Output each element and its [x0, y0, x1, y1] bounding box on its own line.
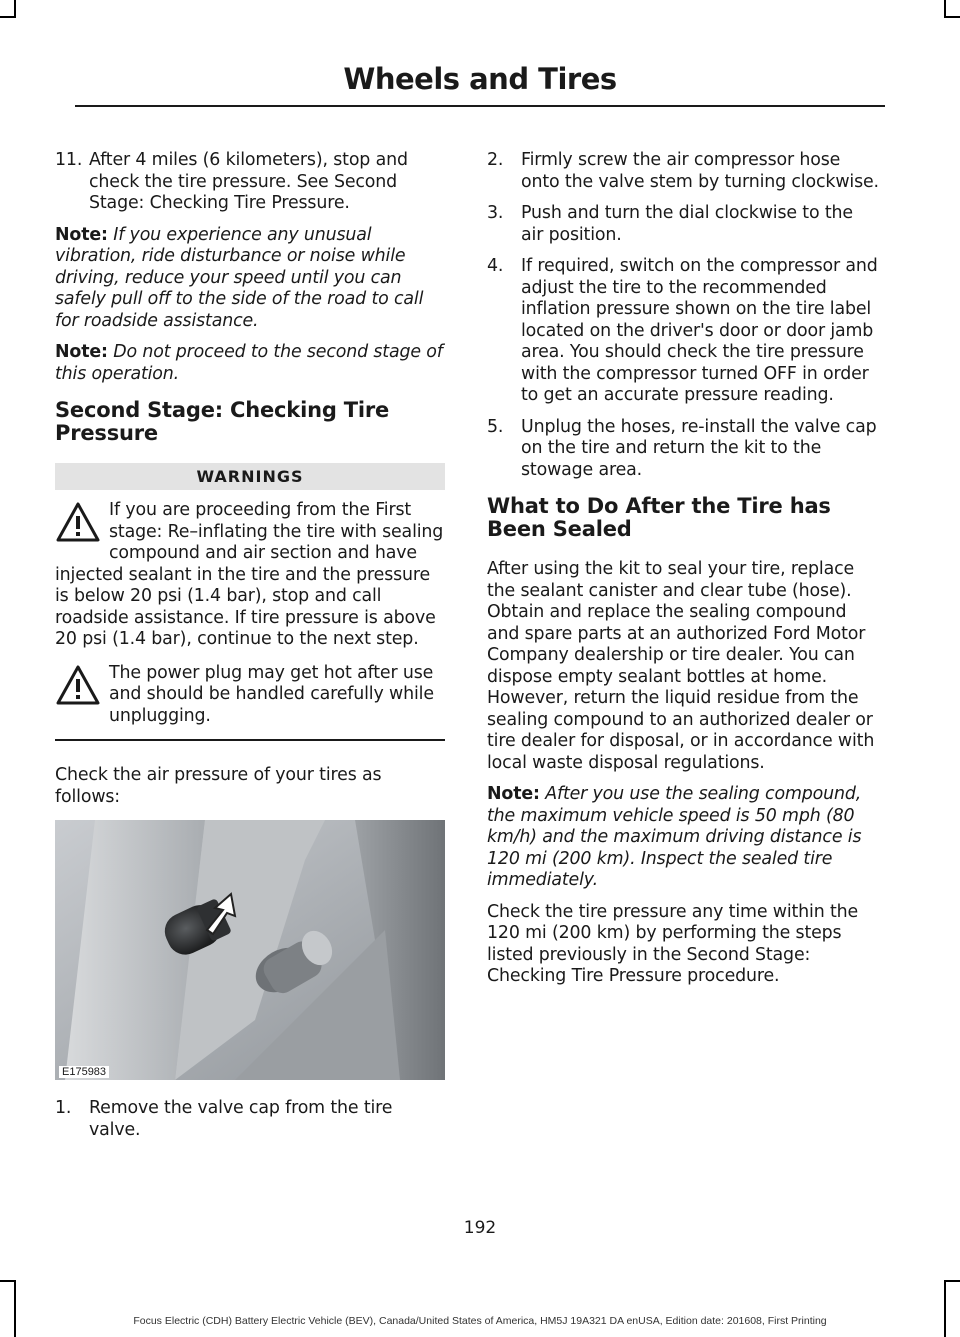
list-number: 11. [55, 150, 83, 170]
left-column [55, 150, 445, 1151]
footer-text: Focus Electric (CDH) Battery Electric Vehicle (BEV), Canada/United States of America, HM5J 19A321 DA enUSA, Edition date: 201608, First Printing [133, 1315, 827, 1327]
note [487, 784, 879, 892]
list-text: Remove the valve cap from the tire valve. [89, 1098, 393, 1140]
list-number: 1. [55, 1098, 72, 1118]
warnings-title: WARNINGS [55, 463, 445, 490]
figure-label: E175983 [59, 1066, 109, 1078]
page-title: Wheels and Tires [343, 62, 617, 96]
valve-illustration-svg [55, 820, 445, 1080]
warning-block [55, 500, 445, 651]
body-paragraph: After using the kit to seal your tire, replace the sealant canister and clear tube (hose). Obtain and replace the sealing compound and spare parts at an authorized Ford Motor Company dealership or tire dealer. You can dispose empty sealant bottles at home. However, return the liquid residue from the sealing compound to an authorized dealer or tire dealer for disposal, or in accordance with local waste disposal regulations. [487, 559, 875, 773]
intro-text: Check the air pressure of your tires as follows: [55, 765, 382, 807]
list-item [55, 150, 445, 215]
warning-rule [55, 739, 445, 741]
list-text: If required, switch on the compressor and adjust the tire to the recommended inflation pressure shown on the tire label located on the driver's door or door jamb area. You should check the tire pressure with the compressor turned OFF in order to get an accurate pressure reading. [521, 256, 878, 405]
valve-cap-illustration [55, 820, 445, 1080]
crop-mark [0, 16, 16, 18]
note [55, 225, 445, 333]
section-heading: What to Do After the Tire has Been Sealed [487, 494, 831, 541]
crop-mark [944, 1280, 946, 1337]
note-text: If you experience any unusual vibration, ride disturbance or noise while driving, reduce your speed until you can safely pull off to the side of the road to call for roadside assistance. [55, 224, 424, 331]
page-number: 192 [463, 1218, 497, 1238]
crop-mark [944, 1280, 960, 1282]
right-column [487, 150, 879, 998]
list-item [487, 256, 879, 407]
list-text: Unplug the hoses, re-install the valve cap on the tire and return the kit to the stowage area. [521, 416, 877, 480]
warning-triangle-icon [55, 500, 101, 546]
note-text: After you use the sealing compound, the maximum vehicle speed is 50 mph (80 km/h) and the maximum driving distance is 120 mi (200 km). Inspect the sealed tire immediately. [487, 784, 862, 890]
warning-triangle-icon [55, 663, 101, 709]
crop-mark [944, 16, 960, 18]
body-paragraph: Check the tire pressure any time within the 120 mi (200 km) by performing the steps listed previously in the Second Stage: Checking Tire Pressure procedure. [487, 901, 859, 986]
crop-mark [14, 1280, 16, 1337]
list-item [55, 1098, 445, 1141]
list-text: Firmly screw the air compressor hose onto the valve stem by turning clockwise. [521, 150, 879, 192]
list-item [487, 417, 879, 482]
list-text: After 4 miles (6 kilometers), stop and check the tire pressure. See Second Stage: Checking Tire Pressure. [89, 150, 408, 213]
warning-block [55, 663, 445, 728]
note [55, 342, 445, 385]
list-number: 5. [487, 416, 504, 437]
note-label: Note: [487, 784, 540, 804]
note-label: Note: [55, 224, 108, 245]
header-rule [75, 105, 885, 107]
list-item [487, 150, 879, 193]
warning-text: The power plug may get hot after use and should be handled carefully while unplugging. [109, 662, 434, 726]
list-number: 2. [487, 150, 504, 170]
list-item [487, 203, 879, 246]
warning-text: If you are proceeding from the First stage: Re–inflating the tire with sealing compound and air section and have injected sealant in the tire and the pressure is below 20 psi (1.4 bar), stop and call roadside assistance. If tire pressure is above 20 psi (1.4 bar), continue to the next step. [55, 500, 444, 649]
list-number: 4. [487, 256, 504, 276]
note-text: Do not proceed to the second stage of this operation. [55, 342, 443, 384]
section-heading: Second Stage: Checking Tire Pressure [55, 398, 390, 445]
list-number: 3. [487, 203, 504, 223]
list-text: Push and turn the dial clockwise to the air position. [521, 203, 853, 245]
note-label: Note: [55, 342, 108, 362]
crop-mark [0, 1280, 16, 1282]
